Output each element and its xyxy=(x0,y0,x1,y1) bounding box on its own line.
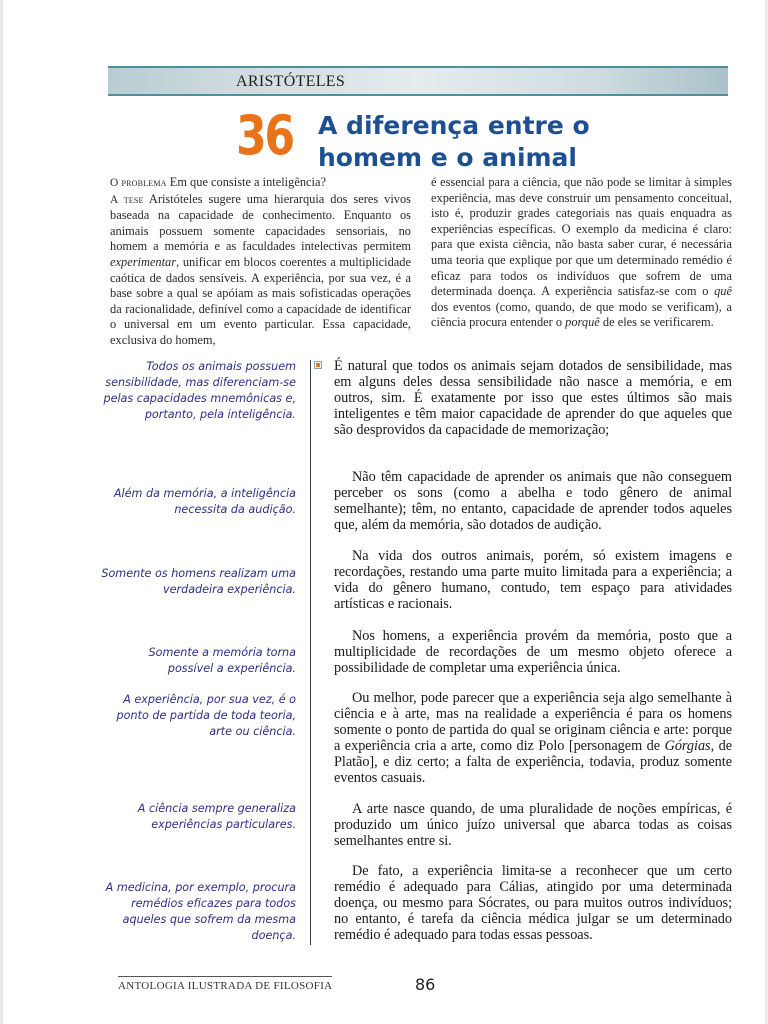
chapter-title-line-1: A diferença entre o xyxy=(318,111,590,140)
quote-start-bullet xyxy=(314,361,322,369)
intro-right-column xyxy=(431,175,732,331)
margin-note-6: A ciência sempre generaliza experiências particulares. xyxy=(137,802,296,831)
quote-paragraph-5-part-2: , de Platão], e diz certo; a falta de experiência, todavia, produz somente eventos casuais. xyxy=(334,738,732,787)
quote-paragraph-3: Na vida dos outros animais, porém, só existem imagens e recordações, restando uma parte muito limitada para a experiência; a vida do gênero humano, contudo, tem espaço para atividades artísticas e racionais. xyxy=(334,548,732,613)
margin-divider xyxy=(310,360,311,945)
quote-paragraph-5-part-1: Ou melhor, pode parecer que a experiência seja algo semelhante à ciência e à arte, mas na realidade a experiência é para os homens somente o ponto de partida do qual se originam ciência e arte: porque a experiência cria a arte, como diz Polo [personagem de xyxy=(334,690,732,755)
section-header-title: ARISTÓTELES xyxy=(236,73,346,90)
page-shadow-left xyxy=(0,0,3,1024)
page-number: 86 xyxy=(415,975,436,994)
intro-right-emphasis-1: quê xyxy=(714,284,732,299)
quote-paragraph-2: Não têm capacidade de aprender os animais que não conseguem perceber os sons (como a abelha e todo gênero de animal semelhante); têm, no entanto, capacidade de aprender todos aqueles que, além da memória, são dotados de audição. xyxy=(334,469,732,534)
margin-note-5: A experiência, por sua vez, é o ponto de partida de toda teoria, arte ou ciência. xyxy=(116,693,296,738)
margin-note-7: A medicina, por exemplo, procura remédios eficazes para todos aqueles que sofrem da mesma doença. xyxy=(105,881,296,942)
thesis-label: A tese xyxy=(110,193,144,206)
quote-paragraph-6: A arte nasce quando, de uma pluralidade de noções empíricas, é produzido um único juízo universal que abarca todas as coisas semelhantes entre si. xyxy=(334,801,732,850)
intro-right-part-3: de eles se verificarem. xyxy=(599,315,714,330)
margin-note-1: Todos os animais possuem sensibilidade, mas diferenciam-se pelas capacidades mnemônicas e, portanto, pela inteligência. xyxy=(103,360,296,421)
problem-text: Em que consiste a inteligência? xyxy=(169,175,326,189)
quote-paragraph-1-text: É natural que todos os animais sejam dotados de sensibilidade, mas em alguns deles dessa sensibilidade não nasce a memória, e em outros, sim. É exatamente por isso que estes últimos são mais inteligentes e têm maior capacidade de aprender do que aqueles que são desprovidos da capacidade de memorização; xyxy=(334,358,732,439)
footer-rule xyxy=(118,976,332,977)
thesis-paragraph xyxy=(110,192,411,349)
margin-note-3: Somente os homens realizam uma verdadeira experiência. xyxy=(101,567,296,596)
intro-right-part-1: é essencial para a ciência, que não pode se limitar à simples experiência, mas deve construir um pensamento conceitual, isto é, produzir grades categoriais nas quais enquadra as experiências específicas. O exemplo da medicina é claro: para que exista ciência, não basta saber curar, é necessária uma teoria que explique por que um determinado remédio é eficaz para todos os indivíduos que sofrem de uma determinada doença. A experiência satisfaz-se com o xyxy=(431,175,732,299)
section-header-band xyxy=(108,66,728,96)
intro-right-part-2: dos eventos (como, quando, de que modo se verificam), a ciência procura entender o xyxy=(431,299,732,330)
intro-right-paragraph xyxy=(431,175,732,331)
margin-note-4: Somente a memória torna possível a experiência. xyxy=(148,646,296,675)
quote-paragraph-5 xyxy=(334,690,732,787)
chapter-title xyxy=(318,110,718,174)
problem-label: O problema xyxy=(110,177,167,189)
quote-paragraph-1 xyxy=(334,358,732,438)
quote-paragraph-4: Nos homens, a experiência provém da memória, posto que a multiplicidade de recordações de um mesmo objeto oferece a possibilidade de completar uma experiência única. xyxy=(334,628,732,677)
thesis-text-part-2: , unificar em blocos coerentes a multiplicidade caótica de dados sensíveis. A experiência, por sua vez, é a base sobre a qual se apóiam as mais sofisticadas operações da racionalidade, definível como a capacidade de identificar o universal em um evento particular. Essa capacidade, exclusiva do homem, xyxy=(110,254,411,347)
thesis-emphasis: experimentar xyxy=(110,254,177,269)
chapter-title-line-2: homem e o animal xyxy=(318,143,577,172)
quote-paragraph-5-emphasis: Górgias xyxy=(664,738,711,755)
problem-line xyxy=(110,175,411,192)
quote-paragraph-7: De fato, a experiência limita-se a reconhecer que um certo remédio é adequado para Cálias, atingido por uma determinada doença, ou mesmo para Sócrates, ou para muitos outros indivíduos; no entanto, é tarefa da ciência médica julgar se um determinado remédio é adequado para todas essas pessoas. xyxy=(334,863,732,944)
intro-left-column xyxy=(110,175,411,349)
footer-book-title: ANTOLOGIA ILUSTRADA DE FILOSOFIA xyxy=(118,980,333,992)
intro-right-emphasis-2: porquê xyxy=(565,315,600,330)
margin-note-2: Além da memória, a inteligência necessita da audição. xyxy=(113,487,296,516)
thesis-text-part-1: Aristóteles sugere uma hierarquia dos seres vivos baseada na capacidade de conhecimento. Enquanto os animais possuem somente capacidades sensoriais, no homem a memória e as faculdades intelectivas permitem xyxy=(110,191,411,254)
chapter-number: 36 xyxy=(236,104,293,167)
